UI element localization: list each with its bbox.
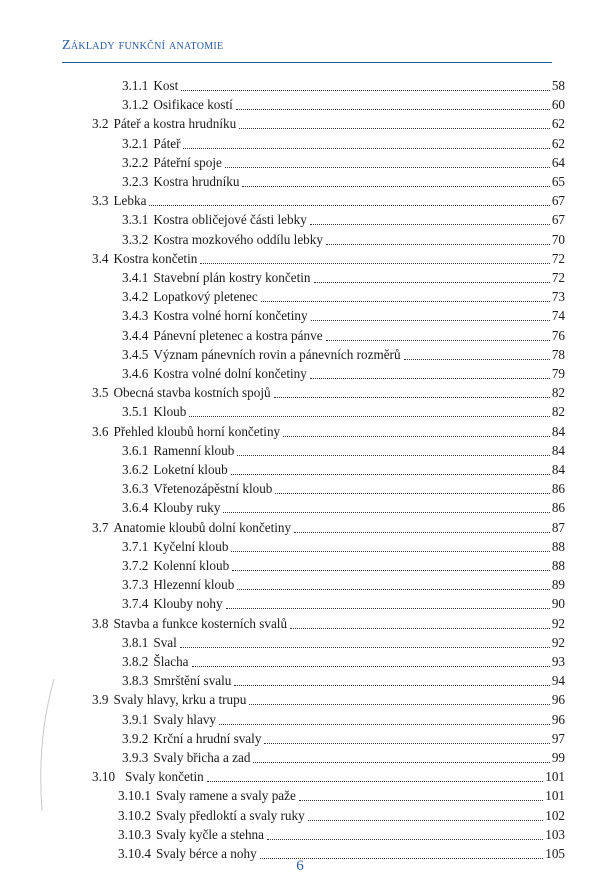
toc-entry [92,614,565,632]
toc-dot-leader [264,743,549,744]
toc-entry-title: Ramenní kloub [153,442,235,458]
toc-entry-title: Klouby ruky [153,500,221,516]
toc-entry-number: 3.10 [92,769,116,785]
toc-entry-page: 78 [551,346,565,362]
toc-entry-number: 3.4.1 [122,270,149,285]
toc-entry [122,537,565,555]
toc-dot-leader [267,839,543,840]
toc-entry-number: 3.6 [92,423,109,439]
toc-entry [122,134,565,152]
toc-entry [92,249,565,267]
toc-entry-title: Anatomie kloubů dolní končetiny [113,519,292,535]
toc-entry-page: 62 [551,116,565,132]
toc-entry-title: Kostra volné dolní končetiny [153,366,307,381]
toc-entry-number: 3.9 [92,692,109,708]
toc-entry-number: 3.8.1 [122,634,149,650]
toc-entry-title: Svaly předloktí a svaly ruky [155,807,305,823]
toc-entry-page: 99 [551,750,565,765]
toc-entry [122,95,565,113]
toc-entry-title: Páteř [153,135,181,151]
toc-entry-number: 3.4.6 [122,366,149,381]
toc-entry-page: 102 [545,807,565,823]
toc-dot-leader [181,90,550,91]
toc-entry-number: 3.4.3 [122,308,149,324]
toc-entry-page: 97 [551,730,565,746]
toc-entry-page: 105 [545,846,565,861]
toc-entry-title: Osifikace kostí [153,97,233,113]
toc-entry-page: 84 [551,462,565,477]
toc-entry-title: Svaly končetin [125,769,204,785]
toc-entry-number: 3.2 [92,116,109,132]
toc-entry [122,230,565,248]
toc-dot-leader [311,320,550,321]
toc-entry-number: 3.7.4 [122,596,149,612]
toc-entry-title: Lebka [113,193,147,209]
toc-dot-leader [274,397,550,398]
toc-dot-leader [249,704,550,705]
toc-dot-leader [237,589,550,590]
toc-entry [122,652,565,670]
toc-entry [122,729,565,747]
toc-entry [122,479,565,497]
toc-dot-leader [299,800,543,801]
toc-entry-title: Páteř a kostra hrudníku [113,116,237,132]
toc-entry-page: 90 [551,596,565,612]
toc-entry-page: 58 [551,78,565,93]
toc-dot-leader [253,762,549,763]
margin-pencil-mark [30,675,70,815]
toc-entry-page: 88 [551,558,565,573]
toc-entry-page: 92 [551,615,565,631]
toc-entry-number: 3.4.2 [122,289,149,305]
toc-entry-number: 3.7.1 [122,538,149,554]
toc-entry-number: 3.9.3 [122,750,149,765]
toc-entry-number: 3.10.4 [118,846,151,861]
toc-entry-page: 101 [545,788,565,804]
toc-entry [122,345,565,363]
toc-entry-number: 3.1.2 [122,97,149,113]
toc-dot-leader [189,416,549,417]
toc-dot-leader [310,224,550,225]
toc-entry [122,287,565,305]
toc-entry [122,556,565,574]
toc-entry-page: 82 [551,404,565,420]
toc-entry-number: 3.3 [92,193,109,209]
toc-dot-leader [180,647,550,648]
toc-entry [122,364,565,382]
toc-entry-page: 96 [551,692,565,708]
toc-entry-title: Hlezenní kloub [153,577,235,593]
toc-entry-page: 82 [551,385,565,401]
toc-dot-leader [226,608,550,609]
toc-dot-leader [237,455,549,456]
toc-entry-title: Svaly břicha a zad [153,750,251,765]
toc-entry-title: Stavební plán kostry končetin [153,270,311,285]
toc-dot-leader [294,532,550,533]
toc-dot-leader [261,301,550,302]
toc-entry-number: 3.1.1 [122,78,149,93]
toc-entry [118,786,565,804]
toc-dot-leader [308,820,544,821]
toc-entry [122,402,565,420]
toc-entry-number: 3.4 [92,250,109,266]
toc-entry [122,460,565,478]
toc-entry-page: 84 [551,423,565,439]
toc-dot-leader [225,167,550,168]
running-header: Základy funkční anatomie [62,38,224,53]
toc-entry-number: 3.10.1 [118,788,151,804]
toc-entry-number: 3.5 [92,385,109,401]
toc-entry-title: Sval [153,634,177,650]
toc-entry-page: 101 [545,769,565,785]
toc-dot-leader [149,205,549,206]
toc-dot-leader [231,474,550,475]
toc-entry-title: Svaly kyčle a stehna [155,826,264,842]
toc-entry-number: 3.2.1 [122,135,149,151]
toc-entry-title: Kostra končetin [113,250,198,266]
toc-entry-page: 93 [551,654,565,669]
toc-dot-leader [236,109,550,110]
toc-entry-title: Pánevní pletenec a kostra pánve [153,327,323,343]
toc-entry [122,633,565,651]
toc-entry [122,210,565,228]
toc-entry-title: Kloub [153,404,187,420]
toc-entry-page: 65 [551,174,565,189]
toc-entry [122,153,565,171]
toc-dot-leader [283,436,550,437]
toc-entry-number: 3.9.2 [122,730,149,746]
toc-entry-title: Klouby nohy [153,596,223,612]
toc-entry [122,306,565,324]
toc-entry [92,690,565,708]
toc-entry-title: Kost [153,78,179,93]
toc-entry [122,748,565,766]
toc-entry-number: 3.10.2 [118,807,151,823]
toc-dot-leader [239,128,550,129]
toc-entry [122,326,565,344]
toc-entry-page: 74 [551,308,565,324]
toc-entry-title: Svaly hlavy, krku a trupu [113,692,247,708]
toc-dot-leader [219,724,550,725]
toc-entry-page: 76 [551,327,565,343]
toc-entry-title: Svaly bérce a nohy [155,846,257,861]
toc-entry [122,441,565,459]
toc-entry-title: Kolenní kloub [153,558,230,573]
toc-entry [122,575,565,593]
toc-dot-leader [290,628,550,629]
toc-entry-page: 72 [551,250,565,266]
toc-entry-title: Loketní kloub [153,462,228,477]
toc-entry-page: 89 [551,577,565,593]
toc-entry-number: 3.7 [92,519,109,535]
toc-entry-title: Svaly hlavy [153,711,217,727]
toc-entry-page: 87 [551,519,565,535]
toc-dot-leader [223,512,549,513]
toc-entry-title: Kyčelní kloub [153,538,229,554]
toc-entry-number: 3.8.3 [122,673,149,689]
toc-entry [122,498,565,516]
toc-entry-number: 3.2.2 [122,154,149,170]
toc-entry [92,114,565,132]
toc-entry-page: 84 [551,442,565,458]
toc-entry [122,594,565,612]
toc-entry-title: Kostra hrudníku [153,174,240,189]
toc-entry [92,422,565,440]
toc-dot-leader [234,685,549,686]
toc-entry-title: Svaly ramene a svaly paže [155,788,296,804]
toc-entry [118,806,565,824]
toc-entry [92,518,565,536]
toc-entry [122,671,565,689]
toc-dot-leader [232,570,550,571]
toc-entry [122,268,565,286]
toc-entry-page: 96 [551,711,565,727]
toc-dot-leader [200,263,549,264]
toc-entry-page: 72 [551,270,565,285]
toc-dot-leader [207,781,543,782]
toc-entry-number: 3.5.1 [122,404,149,420]
toc-dot-leader [192,666,550,667]
toc-entry-title: Stavba a funkce kosterních svalů [113,615,288,631]
toc-entry-number: 3.4.4 [122,327,149,343]
toc-entry-number: 3.4.5 [122,346,149,362]
toc-entry [122,710,565,728]
toc-entry-number: 3.9.1 [122,711,149,727]
toc-dot-leader [242,186,549,187]
toc-entry [92,383,565,401]
toc-entry-number: 3.3.1 [122,212,149,228]
toc-dot-leader [310,378,550,379]
toc-entry-title: Přehled kloubů horní končetiny [113,423,281,439]
toc-entry-number: 3.8 [92,615,109,631]
toc-entry-title: Páteřní spoje [153,154,222,170]
toc-entry-page: 70 [551,231,565,247]
toc-entry-number: 3.2.3 [122,174,149,189]
toc-entry-title: Vřetenozápěstní kloub [153,481,273,497]
toc-entry-number: 3.7.3 [122,577,149,593]
toc-dot-leader [183,148,549,149]
toc-entry-number: 3.6.1 [122,442,149,458]
toc-entry-title: Obecná stavba kostních spojů [113,385,271,401]
toc-entry-page: 60 [551,97,565,113]
toc-dot-leader [314,282,550,283]
toc-entry-title: Kostra mozkového oddílu lebky [153,231,323,247]
toc-dot-leader [404,359,550,360]
toc-entry-page: 64 [551,154,565,170]
toc-entry [92,191,565,209]
toc-entry-page: 67 [551,193,565,209]
toc-dot-leader [326,340,550,341]
toc-entry-page: 88 [551,538,565,554]
toc-entry-page: 73 [551,289,565,305]
toc-entry-title: Krční a hrudní svaly [153,730,262,746]
toc-entry-number: 3.8.2 [122,654,149,669]
header-rule [62,62,552,63]
toc-entry-title: Lopatkový pletenec [153,289,258,305]
toc-dot-leader [275,493,549,494]
toc-entry-number: 3.7.2 [122,558,149,573]
toc-entry-number: 3.6.2 [122,462,149,477]
toc-entry-page: 67 [551,212,565,228]
toc-entry-title: Kostra volné horní končetiny [153,308,308,324]
page-number: 6 [296,858,304,874]
toc-entry [122,76,565,94]
toc-entry-page: 79 [551,366,565,381]
toc-entry [122,172,565,190]
toc-entry-number: 3.6.3 [122,481,149,497]
toc-dot-leader [326,244,550,245]
toc-entry-page: 103 [545,826,565,842]
toc-entry [118,825,565,843]
toc-entry-title: Šlacha [153,654,189,669]
toc-entry-title: Smrštění svalu [153,673,232,689]
toc-entry-page: 86 [551,481,565,497]
toc-entry-page: 94 [551,673,565,689]
toc-entry-title: Význam pánevních rovin a pánevních rozměrů [153,346,401,362]
toc-entry-page: 92 [551,634,565,650]
toc-entry-page: 62 [551,135,565,151]
toc-entry-number: 3.10.3 [118,826,151,842]
toc-entry-number: 3.3.2 [122,231,149,247]
toc-entry [92,767,565,785]
toc-entry-page: 86 [551,500,565,516]
toc-entry-number: 3.6.4 [122,500,149,516]
toc-entry-title: Kostra obličejové části lebky [153,212,307,228]
toc-dot-leader [231,551,549,552]
